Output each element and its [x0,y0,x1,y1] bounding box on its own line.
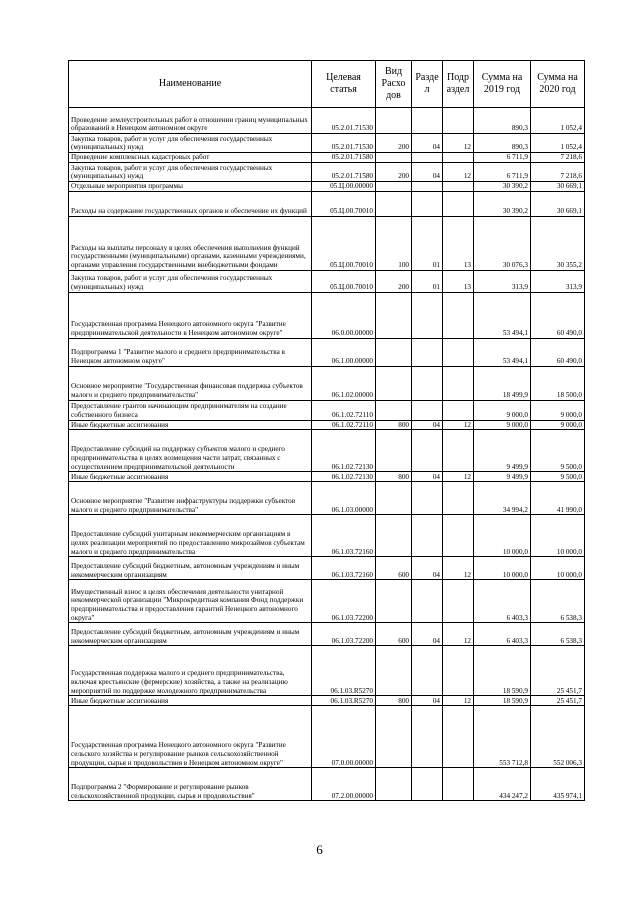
row-subsection [443,108,474,134]
row-type: 600 [376,623,412,646]
row-section [412,706,443,768]
row-section [412,400,443,420]
row-section [412,580,443,623]
row-type [376,292,412,338]
row-sum-2020: 313,9 [531,270,585,292]
row-type: 600 [376,557,412,580]
row-sum-2020: 18 500,0 [531,366,585,400]
table-row [69,400,585,420]
row-sum-2019: 6 711,9 [474,153,531,163]
table-row [69,580,585,623]
header-section: Разде л [412,61,443,108]
row-section [412,108,443,134]
row-section [412,292,443,338]
row-name: Основное мероприятие "Развитие инфраструктуры поддержки субъектов малого и среднего предпринимательства" [69,482,312,515]
row-sum-2020: 30 669,1 [531,191,585,216]
row-subsection: 12 [443,163,474,182]
row-sum-2020: 6 538,3 [531,580,585,623]
row-section [412,646,443,696]
row-section: 04 [412,420,443,430]
row-name: Закупка товаров, работ и услуг для обеспечения государственных (муниципальных) нужд [69,163,312,182]
row-sum-2020: 9 000,0 [531,420,585,430]
row-type [376,400,412,420]
row-code: 05.Ц.00.70010 [312,270,376,292]
row-code: 06.1.03.00000 [312,482,376,515]
row-section: 04 [412,696,443,706]
table-row [69,338,585,366]
row-name: Предоставление грантов начинающим предпринимателям на создание собственного бизнеса [69,400,312,420]
row-name: Иные бюджетные ассигнования [69,472,312,482]
row-sum-2019: 890,3 [474,108,531,134]
row-type [376,153,412,163]
row-code: 06.1.02.72110 [312,400,376,420]
row-subsection [443,338,474,366]
row-sum-2019: 10 000,0 [474,557,531,580]
row-name: Подпрограмма 1 "Развитие малого и среднего предпринимательства в Ненецком автономном округе" [69,338,312,366]
row-code: 05.2.01.71530 [312,108,376,134]
row-sum-2019: 18 499,9 [474,366,531,400]
row-name: Государственная поддержка малого и среднего предпринимательства, включая крестьянские (фермерские) хозяйства, а также на реализацию мероприятий по поддержке молодежного предпринимательства [69,646,312,696]
row-subsection: 12 [443,134,474,153]
row-sum-2019: 553 712,8 [474,706,531,768]
row-type [376,430,412,472]
row-sum-2020: 30 669,1 [531,182,585,192]
row-type [376,580,412,623]
row-code: 07.2.00.00000 [312,768,376,801]
row-subsection: 13 [443,216,474,270]
row-name: Расходы на содержание государственных органов и обеспечение их функций [69,191,312,216]
row-code: 06.1.03.72160 [312,515,376,557]
row-subsection [443,182,474,192]
row-type [376,366,412,400]
row-section: 01 [412,270,443,292]
row-code: 05.Ц.00.70010 [312,191,376,216]
row-subsection [443,768,474,801]
row-type [376,515,412,557]
row-subsection: 12 [443,420,474,430]
row-sum-2020: 25 451,7 [531,646,585,696]
row-sum-2019: 34 994,2 [474,482,531,515]
table-row [69,646,585,696]
row-sum-2020: 1 052,4 [531,134,585,153]
row-code: 06.0.00.00000 [312,292,376,338]
row-section: 04 [412,557,443,580]
row-sum-2019: 434 247,2 [474,768,531,801]
row-subsection [443,580,474,623]
table-row [69,216,585,270]
row-section [412,338,443,366]
row-code: 05.Ц.00.70010 [312,216,376,270]
row-code: 05.Ц.00.00000 [312,182,376,192]
table-row [69,366,585,400]
row-name: Предоставление субсидий бюджетным, автономным учреждениям и иным некоммерческим организациям [69,623,312,646]
row-code: 05.2.01.71530 [312,134,376,153]
row-code: 06.1.03.72200 [312,623,376,646]
table-row [69,292,585,338]
row-sum-2019: 53 494,1 [474,292,531,338]
row-sum-2020: 25 451,7 [531,696,585,706]
table-row [69,557,585,580]
table-row [69,768,585,801]
row-name: Подпрограмма 2 "Формирование и регулирование рынков сельскохозяйственной продукции, сырья и продовольствия" [69,768,312,801]
row-subsection [443,515,474,557]
header-sum-2020: Сумма на 2020 год [531,61,585,108]
row-name: Иные бюджетные ассигнования [69,420,312,430]
row-sum-2020: 6 538,3 [531,623,585,646]
row-code: 05.2.01.71580 [312,153,376,163]
row-section [412,430,443,472]
row-subsection [443,706,474,768]
table-header [69,61,585,108]
row-type [376,108,412,134]
table-row [69,108,585,134]
row-name: Проведение комплексных кадастровых работ [69,153,312,163]
row-code: 05.2.01.71580 [312,163,376,182]
row-subsection: 12 [443,623,474,646]
row-type [376,482,412,515]
row-type: 200 [376,163,412,182]
table-row [69,191,585,216]
table-row [69,182,585,192]
row-type [376,191,412,216]
header-subsection: Подр аздел [443,61,474,108]
row-sum-2020: 7 218,6 [531,153,585,163]
row-name: Государственная программа Ненецкого автономного округа "Развитие сельского хозяйства и регулирование рынков сельскохозяйственной продукции, сырья и продовольствия в Ненецком автономном округе" [69,706,312,768]
row-name: Закупка товаров, работ и услуг для обеспечения государственных (муниципальных) нужд [69,270,312,292]
row-type: 800 [376,472,412,482]
row-sum-2020: 10 000,0 [531,557,585,580]
row-type: 800 [376,696,412,706]
row-name: Отдельные мероприятия программы [69,182,312,192]
row-subsection [443,292,474,338]
row-code: 06.1.02.72130 [312,472,376,482]
row-subsection [443,646,474,696]
row-section [412,515,443,557]
row-code: 06.1.02.72110 [312,420,376,430]
row-code: 06.1.00.00000 [312,338,376,366]
row-subsection: 12 [443,472,474,482]
row-code: 06.1.02.00000 [312,366,376,400]
table-body [69,108,585,801]
table-row [69,134,585,153]
row-section [412,482,443,515]
row-section: 01 [412,216,443,270]
row-section [412,182,443,192]
row-name: Основное мероприятие "Государственная финансовая поддержка субъектов малого и среднего предпринимательства" [69,366,312,400]
row-sum-2019: 6 711,9 [474,163,531,182]
row-name: Проведение землеустроительных работ в отношении границ муниципальных образований в Ненецком автономном округе [69,108,312,134]
row-type: 800 [376,420,412,430]
row-sum-2019: 30 076,3 [474,216,531,270]
row-name: Предоставление субсидий на поддержку субъектов малого и среднего предпринимательства в целях возмещения части затрат, связанных с осуществлением предпринимательской деятельности [69,430,312,472]
row-code: 06.1.03.R5270 [312,646,376,696]
row-subsection: 12 [443,557,474,580]
row-subsection [443,430,474,472]
row-sum-2019: 30 390,2 [474,182,531,192]
row-subsection [443,366,474,400]
table-row [69,430,585,472]
row-type [376,646,412,696]
table-row [69,472,585,482]
row-sum-2020: 552 006,3 [531,706,585,768]
table-row [69,153,585,163]
table-row [69,706,585,768]
row-sum-2019: 53 494,1 [474,338,531,366]
row-section [412,153,443,163]
row-sum-2020: 60 490,0 [531,292,585,338]
row-code: 06.1.03.R5270 [312,696,376,706]
row-sum-2020: 1 052,4 [531,108,585,134]
header-name: Наименование [69,61,312,108]
row-section [412,366,443,400]
row-code: 06.1.03.72160 [312,557,376,580]
row-sum-2020: 9 500,0 [531,472,585,482]
table-row [69,515,585,557]
row-sum-2019: 313,9 [474,270,531,292]
budget-table [68,60,585,801]
row-code: 07.0.00.00000 [312,706,376,768]
row-sum-2019: 9 000,0 [474,420,531,430]
row-section: 04 [412,134,443,153]
table-row [69,623,585,646]
row-subsection [443,191,474,216]
row-code: 06.1.03.72200 [312,580,376,623]
row-name: Иные бюджетные ассигнования [69,696,312,706]
row-section: 04 [412,163,443,182]
row-sum-2019: 18 590,9 [474,696,531,706]
row-sum-2020: 9 500,0 [531,430,585,472]
row-sum-2020: 7 218,6 [531,163,585,182]
row-sum-2020: 435 974,1 [531,768,585,801]
row-type: 100 [376,216,412,270]
row-type [376,338,412,366]
row-section [412,191,443,216]
header-code: Целевая статья [312,61,376,108]
row-sum-2020: 9 000,0 [531,400,585,420]
table-row [69,696,585,706]
row-sum-2019: 10 000,0 [474,515,531,557]
table-row [69,482,585,515]
table-row [69,163,585,182]
row-sum-2019: 9 499,9 [474,430,531,472]
row-sum-2020: 60 490,0 [531,338,585,366]
row-name: Предоставление субсидий унитарным некоммерческим организациям в целях реализации мероприятий по предоставлению микрозаймов субъектам малого и среднего предпринимательства [69,515,312,557]
row-section: 04 [412,472,443,482]
row-code: 06.1.02.72130 [312,430,376,472]
row-subsection [443,153,474,163]
row-sum-2019: 9 499,9 [474,472,531,482]
row-name: Предоставление субсидий бюджетным, автономным учреждениям и иным некоммерческим организациям [69,557,312,580]
row-type [376,182,412,192]
row-name: Государственная программа Ненецкого автономного округа "Развитие предпринимательской деятельности в Ненецком автономном округе" [69,292,312,338]
row-section [412,768,443,801]
row-sum-2020: 30 355,2 [531,216,585,270]
row-sum-2020: 41 990,0 [531,482,585,515]
row-name: Закупка товаров, работ и услуг для обеспечения государственных (муниципальных) нужд [69,134,312,153]
row-sum-2020: 10 000,0 [531,515,585,557]
row-sum-2019: 6 403,3 [474,623,531,646]
row-sum-2019: 18 590,9 [474,646,531,696]
row-subsection: 13 [443,270,474,292]
header-sum-2019: Сумма на 2019 год [474,61,531,108]
row-subsection [443,482,474,515]
row-sum-2019: 9 000,0 [474,400,531,420]
table-row [69,420,585,430]
row-sum-2019: 6 403,3 [474,580,531,623]
row-sum-2019: 30 390,2 [474,191,531,216]
header-type: Вид Расхо дов [376,61,412,108]
row-subsection: 12 [443,696,474,706]
row-name: Расходы на выплаты персоналу в целях обеспечения выполнения функций государственными (муниципальными) органами, казенными учреждениями, органами управления государственными внебюджетными фондами [69,216,312,270]
row-type: 200 [376,134,412,153]
page-number: 6 [316,842,323,857]
row-name: Имущественный взнос в целях обеспечения деятельности унитарной некоммерческой организации "Микрокредитная компания Фонд поддержки предпринимательства и предоставления гарантий Ненецкого автономного округа" [69,580,312,623]
row-subsection [443,400,474,420]
row-type: 200 [376,270,412,292]
row-type [376,768,412,801]
row-sum-2019: 890,3 [474,134,531,153]
row-section: 04 [412,623,443,646]
row-type [376,706,412,768]
table-row [69,270,585,292]
